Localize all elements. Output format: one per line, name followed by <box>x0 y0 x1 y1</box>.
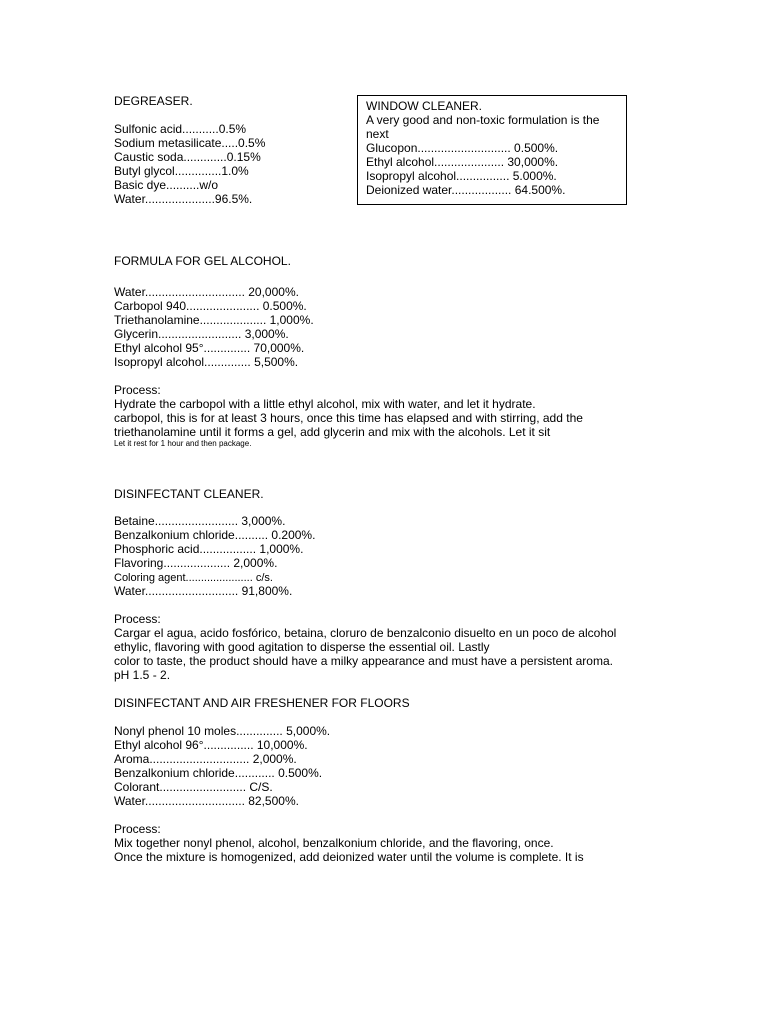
process-line: Mix together nonyl phenol, alcohol, benzalkonium chloride, and the flavoring, once. <box>114 836 554 850</box>
degreaser-title: DEGREASER. <box>114 94 193 108</box>
gel-alcohol-item: Ethyl alcohol 95°.............. 70,000%. <box>114 341 305 355</box>
process-label: Process: <box>114 383 161 397</box>
disinfectant-cleaner-water: Water............................ 91,800%. <box>114 584 293 598</box>
disinfectant-cleaner-item: Betaine......................... 3,000%. <box>114 514 286 528</box>
process-line: Once the mixture is homogenized, add deionized water until the volume is complete. It is <box>114 850 584 864</box>
disinfectant-cleaner-item: Flavoring.................... 2,000%. <box>114 556 278 570</box>
window-cleaner-item: Deionized water.................. 64.500%. <box>366 183 566 197</box>
degreaser-item: Caustic soda.............0.15% <box>114 150 261 164</box>
process-line-small: Let it rest for 1 hour and then package. <box>114 439 252 448</box>
window-cleaner-item: Ethyl alcohol..................... 30,000%. <box>366 155 559 169</box>
gel-alcohol-item: Glycerin......................... 3,000%. <box>114 327 289 341</box>
floor-freshener-item: Aroma.............................. 2,000%. <box>114 752 297 766</box>
floor-freshener-item: Ethyl alcohol 96°............... 10,000%. <box>114 738 308 752</box>
gel-alcohol-item: Water.............................. 20,000%. <box>114 285 299 299</box>
floor-freshener-item: Benzalkonium chloride............ 0.500%. <box>114 766 323 780</box>
degreaser-item: Sulfonic acid...........0.5% <box>114 122 247 136</box>
disinfectant-cleaner-title: DISINFECTANT CLEANER. <box>114 487 264 501</box>
window-cleaner-title: WINDOW CLEANER. <box>366 99 483 113</box>
process-line: triethanolamine until it forms a gel, add glycerin and mix with the alcohols. Let it sit <box>114 425 551 439</box>
degreaser-item: Butyl glycol..............1.0% <box>114 164 249 178</box>
disinfectant-cleaner-item: Phosphoric acid................. 1,000%. <box>114 542 304 556</box>
gel-alcohol-title: FORMULA FOR GEL ALCOHOL. <box>114 254 291 268</box>
disinfectant-cleaner-coloring: Coloring agent...................... c/s. <box>114 572 273 584</box>
window-cleaner-intro: next <box>366 127 389 141</box>
process-line: Hydrate the carbopol with a little ethyl alcohol, mix with water, and let it hydrate. <box>114 397 536 411</box>
floor-freshener-item: Nonyl phenol 10 moles.............. 5,000%. <box>114 724 331 738</box>
floor-freshener-title: DISINFECTANT AND AIR FRESHENER FOR FLOORS <box>114 696 410 710</box>
window-cleaner-item: Isopropyl alcohol................ 5.000%. <box>366 169 557 183</box>
gel-alcohol-item: Isopropyl alcohol.............. 5,500%. <box>114 355 299 369</box>
floor-freshener-item: Colorant.......................... C/S. <box>114 780 273 794</box>
disinfectant-cleaner-item: Benzalkonium chloride.......... 0.200%. <box>114 528 316 542</box>
process-line: carbopol, this is for at least 3 hours, once this time has elapsed and with stirring, add the <box>114 411 583 425</box>
window-cleaner-intro: A very good and non-toxic formulation is the <box>366 113 600 127</box>
gel-alcohol-item: Carbopol 940...................... 0.500%. <box>114 299 307 313</box>
floor-freshener-item: Water.............................. 82,500%. <box>114 794 299 808</box>
gel-alcohol-item: Triethanolamine.................... 1,000%. <box>114 313 314 327</box>
process-line: Cargar el agua, acido fosfórico, betaina, cloruro de benzalconio disuelto en un poco de alcohol <box>114 626 617 640</box>
process-label: Process: <box>114 822 161 836</box>
process-label: Process: <box>114 612 161 626</box>
process-line: color to taste, the product should have a milky appearance and must have a persistent aroma. <box>114 654 613 668</box>
degreaser-item: Water.....................96.5%. <box>114 192 253 206</box>
process-line: pH 1.5 - 2. <box>114 668 171 682</box>
degreaser-item: Basic dye..........w/o <box>114 178 219 192</box>
process-line: ethylic, flavoring with good agitation to disperse the essential oil. Lastly <box>114 640 490 654</box>
window-cleaner-item: Glucopon............................ 0.500%. <box>366 141 559 155</box>
degreaser-item: Sodium metasilicate.....0.5% <box>114 136 266 150</box>
